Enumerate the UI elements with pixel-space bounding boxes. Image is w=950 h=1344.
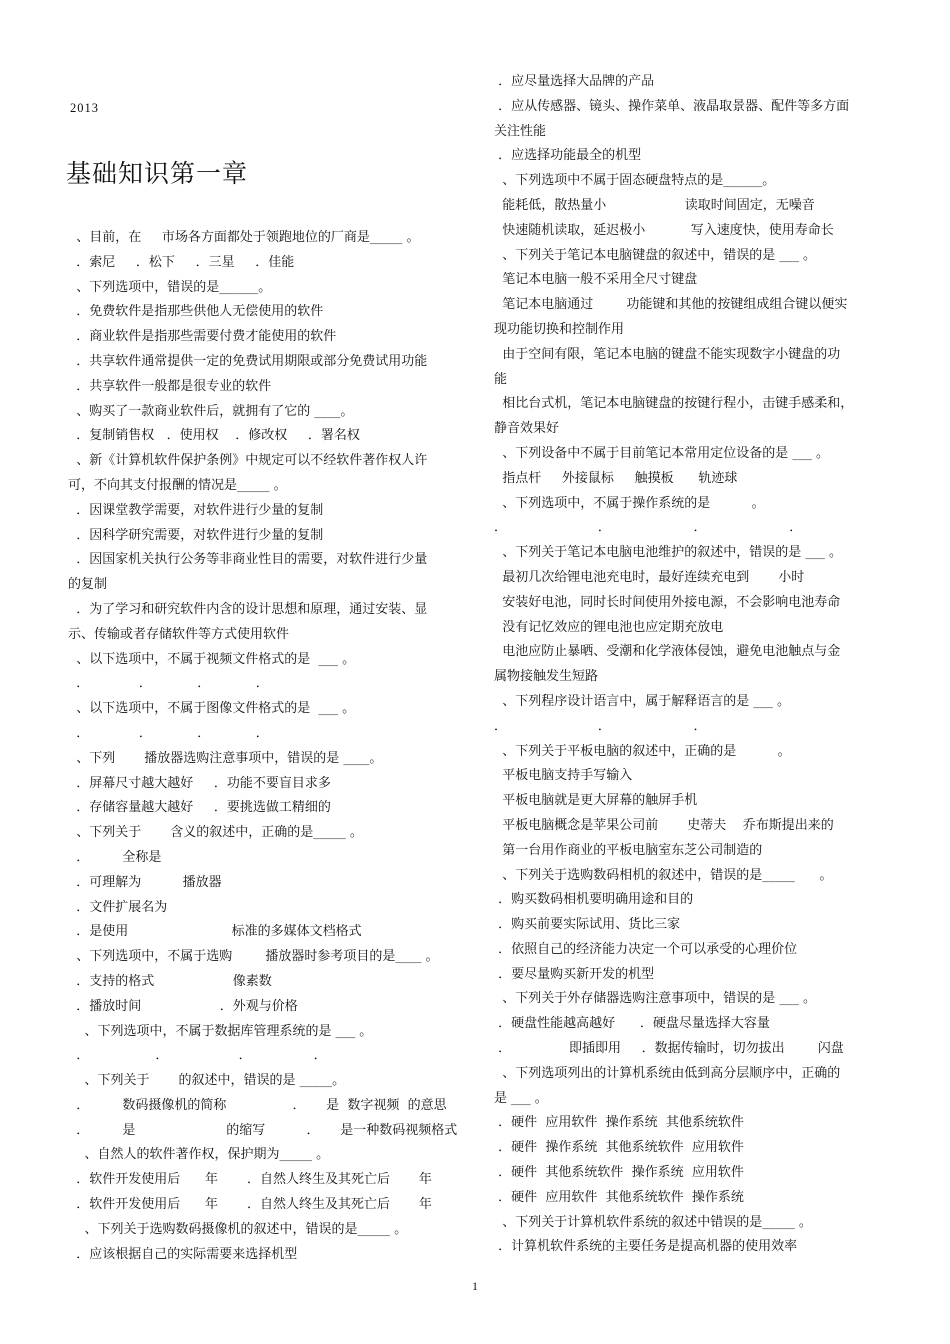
left-column-line: ．索尼 ．松下 ．三星 ．佳能 [68,254,295,270]
left-column-line: 可，不向其支付报酬的情况是_____ 。 [68,477,287,493]
left-column-line: 、以下选项中，不属于图像文件格式的是 ___ 。 [68,701,356,717]
left-column-line: 的复制 [68,577,108,593]
left-column-line: 、自然人的软件著作权，保护期为_____ 。 [68,1147,330,1163]
right-column-line: 静音效果好 [494,421,560,437]
left-column-line: ．播放时间 ．外观与价格 [68,998,298,1014]
document-header: 2013 [70,101,136,115]
right-column-line: 、下列关于笔记本电脑键盘的叙述中，错误的是 ___ 。 [494,247,817,263]
left-column-line: 、下列选项中，错误的是______。 [68,279,272,295]
left-column-line: ．是使用 标准的多媒体文档格式 [68,924,362,940]
left-column-line: ．软件开发使用后 年 ．自然人终生及其死亡后 年 [68,1172,432,1188]
right-column-line: 、下列关于计算机软件系统的叙述中错误的是_____ 。 [494,1214,812,1230]
right-column-line: 、下列关于选购数码相机的叙述中，错误的是_____ 。 [494,867,833,883]
left-column-line: ．软件开发使用后 年 ．自然人终生及其死亡后 年 [68,1197,432,1213]
right-column-line: 由于空间有限，笔记本电脑的键盘不能实现数字小键盘的功 [494,346,841,362]
right-column-line: 、下列程序设计语言中，属于解释语言的是 ___ 。 [494,693,791,709]
right-column-line: 安装好电池，同时长时间使用外接电源，不会影响电池寿命 [494,594,841,610]
right-column-line: ．购买数码相机要明确用途和目的 [494,892,694,908]
right-column-line: 关注性能 [494,123,547,139]
left-column-line: ．共享软件一般都是很专业的软件 [68,378,272,394]
right-column-line: 、下列选项中不属于固态硬盘特点的是______。 [494,173,776,189]
left-column-line: ． ． ． ． [68,1048,327,1064]
right-column-line: 、下列关于外存储器选购注意事项中，错误的是 ___ 。 [494,991,817,1007]
left-column-line: ．因国家机关执行公务等非商业性目的需要，对软件进行少量 [68,552,428,568]
right-column-line: 是 ___ 。 [494,1090,548,1106]
right-column-line: 笔记本电脑一般不采用全尺寸键盘 [494,272,698,288]
right-column-line: ．硬盘性能越高越好 ．硬盘尽量选择大容量 [494,1016,770,1032]
right-column-line: ．计算机软件系统的主要任务是提高机器的使用效率 [494,1239,798,1255]
left-column-line: ．应该根据自己的实际需要来选择机型 [68,1246,298,1262]
right-column-line: 能耗低，散热量小 读取时间固定，无噪音 [494,197,815,213]
left-column-line: ．屏幕尺寸越大越好 ．功能不要盲目求多 [68,775,331,791]
left-column-line: ．免费软件是指那些供他人无偿使用的软件 [68,304,324,320]
left-column-line: ． ． ． ． [68,676,269,692]
left-column-line: ．为了学习和研究软件内含的设计思想和原理，通过安装、显 [68,601,428,617]
left-column-line: ．商业软件是指那些需要付费才能使用的软件 [68,329,337,345]
left-column-line: ．存储容量越大越好 ．要挑选做工精细的 [68,800,331,816]
left-column-line: 、下列选项中，不属于选购 播放器时参考项目的是____ 。 [68,949,439,965]
right-column-line: ．应尽量选择大品牌的产品 [494,74,655,89]
right-column-line: ． ． ． ． [494,520,803,536]
right-column-line: 电池应防止暴晒、受潮和化学液体侵蚀，避免电池触点与金 [494,644,841,660]
right-column-line: 指点杆 外接鼠标 触摸板 轨迹球 [494,470,738,486]
right-column-line: 平板电脑概念是苹果公司前 史蒂夫 乔布斯提出来的 [494,817,834,833]
right-column-line: ． 即插即用 ．数据传输时，切勿拔出 闪盘 [494,1041,844,1057]
left-column-line: ．支持的格式 像素数 [68,973,272,989]
right-column-line: 最初几次给锂电池充电时，最好连续充电到 小时 [494,569,805,585]
right-column-line: ．硬件 应用软件 其他系统软件 操作系统 [494,1189,744,1205]
right-column-line: 、下列关于笔记本电脑电池维护的叙述中，错误的是 ___ 。 [494,545,843,561]
right-column-line: ． ． ． [494,718,707,734]
left-column-line: ．复制销售权 ．使用权 ．修改权 ．署名权 [68,428,360,444]
right-column-line: 快速随机读取，延迟极小 写入速度快，使用寿命长 [494,222,834,238]
right-column [494,70,887,1260]
left-column-line: 、购买了一款商业软件后，就拥有了它的 ____。 [68,403,354,419]
left-column-line: 示、传输或者存储软件等方式使用软件 [68,626,290,642]
right-column-line: ．应从传感器、镜头、操作菜单、液晶取景器、配件等多方面 [494,98,850,114]
page-number: 1 [472,1279,478,1293]
right-column-line: 现功能切换和控制作用 [494,321,625,337]
chapter-title: 基础知识第一章 [66,159,249,188]
left-column-line: ．可理解为 播放器 [68,874,222,890]
left-column-line: 、下列关于 含义的叙述中，正确的是_____ 。 [68,825,363,841]
left-column-line: ． 是 的缩写 ． 是一种数码视频格式 [68,1122,458,1138]
left-column-line: ．共享软件通常提供一定的免费试用期限或部分免费试用功能 [68,353,428,369]
left-column-line: 、下列选项中，不属于数据库管理系统的是 ___ 。 [68,1023,373,1039]
right-column-line: 属物接触发生短路 [494,669,599,685]
right-column-line: ．硬件 操作系统 其他系统软件 应用软件 [494,1140,744,1156]
left-column-line: 、下列关于选购数码摄像机的叙述中，错误的是_____ 。 [68,1221,408,1237]
right-column-line: ．购买前要实际试用、货比三家 [494,917,681,933]
left-column-line: 、下列关于 的叙述中，错误的是 _____。 [68,1073,346,1089]
left-column [68,226,460,1267]
right-column-line: 没有记忆效应的锂电池也应定期充放电 [494,619,724,635]
left-column-line: 、以下选项中，不属于视频文件格式的是 ___ 。 [68,651,356,667]
right-column-line: 、下列关于平板电脑的叙述中，正确的是 。 [494,743,791,759]
right-column-line: 笔记本电脑通过 功能键和其他的按键组成组合键以便实 [494,297,848,313]
left-column-line: 、下列 播放器选购注意事项中，错误的是 ____。 [68,750,383,766]
right-column-line: 平板电脑支持手写输入 [494,768,633,784]
left-column-line: 、新《计算机软件保护条例》中规定可以不经软件著作权人许 [68,453,428,469]
right-column-line: 、下列选项中，不属于操作系统的是 。 [494,495,765,511]
right-column-line: 、下列选项列出的计算机系统由低到高分层顺序中，正确的 [494,1065,841,1081]
right-column-line: 、下列设备中不属于目前笔记本常用定位设备的是 ___ 。 [494,445,830,461]
right-column-line: ．应选择功能最全的机型 [494,148,642,164]
left-column-line: ． ． ． ． [68,725,269,741]
right-column-line: ．依照自己的经济能力决定一个可以承受的心理价位 [494,941,798,957]
left-column-line: ． 全称是 [68,849,162,865]
right-column-line: 平板电脑就是更大屏幕的触屏手机 [494,793,698,809]
right-column-line: ．要尽量购买新开发的机型 [494,966,655,982]
left-column-line: ． 数码摄像机的简称 ． 是 数字视频 的意思 [68,1097,447,1113]
left-column-line: 、目前，在 市场各方面都处于领跑地位的厂商是_____ 。 [68,230,420,245]
right-column-line: ．硬件 其他系统软件 操作系统 应用软件 [494,1165,744,1181]
left-column-line: ．文件扩展名为 [68,899,168,915]
left-column-line: ．因课堂教学需要，对软件进行少量的复制 [68,502,324,518]
right-column-line: 能 [494,371,508,387]
right-column-line: ．硬件 应用软件 操作系统 其他系统软件 [494,1115,744,1131]
right-column-line: 第一台用作商业的平板电脑室东芝公司制造的 [494,842,763,858]
left-column-line: ．因科学研究需要，对软件进行少量的复制 [68,527,324,543]
right-column-line: 相比台式机，笔记本电脑键盘的按键行程小，击键手感柔和， [494,396,854,412]
